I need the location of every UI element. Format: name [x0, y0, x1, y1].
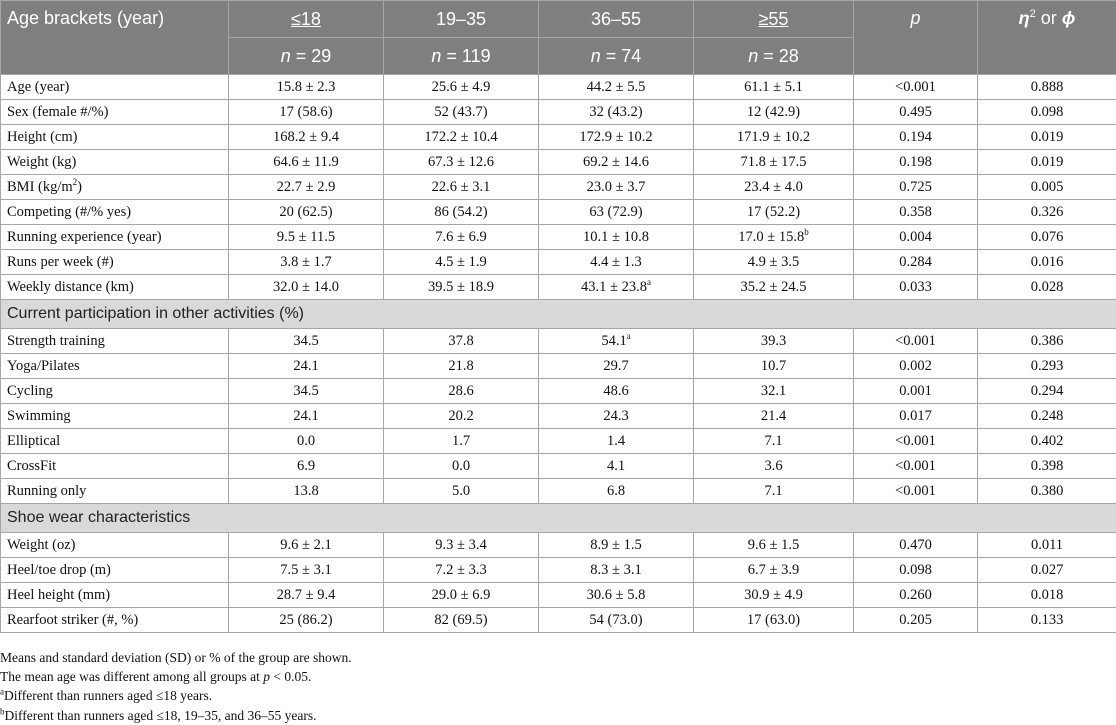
effect-size-cell: 0.028	[978, 275, 1116, 300]
table-cell: 86 (54.2)	[384, 200, 539, 225]
effect-size-cell: 0.398	[978, 454, 1116, 479]
table-cell: 67.3 ± 12.6	[384, 150, 539, 175]
table-cell: 17.0 ± 15.8$^b$	[694, 225, 854, 250]
header-row	[1, 1, 1116, 38]
row-label: Weight (oz)	[1, 533, 229, 558]
table-cell: 9.6 ± 2.1	[229, 533, 384, 558]
table-row	[1, 454, 1116, 479]
table-cell: 23.4 ± 4.0	[694, 175, 854, 200]
group-n: n = 28	[694, 38, 854, 75]
table-cell: 32.1	[694, 379, 854, 404]
note-line: The mean age was different among all groups at p < 0.05.	[0, 669, 312, 685]
row-label: Runs per week (#)	[1, 250, 229, 275]
group-n: n = 74	[539, 38, 694, 75]
table-cell: 34.5	[229, 379, 384, 404]
table-cell: 32.0 ± 14.0	[229, 275, 384, 300]
effect-size-cell: 0.380	[978, 479, 1116, 504]
table-cell: 168.2 ± 9.4	[229, 125, 384, 150]
effect-size-cell: 0.005	[978, 175, 1116, 200]
table-cell: 4.1	[539, 454, 694, 479]
table-cell: 30.9 ± 4.9	[694, 583, 854, 608]
effect-size-cell: 0.248	[978, 404, 1116, 429]
p-value-cell: 0.098	[854, 558, 978, 583]
table-cell: 17 (58.6)	[229, 100, 384, 125]
table-row	[1, 429, 1116, 454]
table-row	[1, 100, 1116, 125]
row-label: Heel height (mm)	[1, 583, 229, 608]
group-header: ≤18	[229, 1, 384, 38]
table-cell: 4.5 ± 1.9	[384, 250, 539, 275]
table-row	[1, 125, 1116, 150]
table-cell: 29.0 ± 6.9	[384, 583, 539, 608]
row-label: Age (year)	[1, 75, 229, 100]
table-cell: 44.2 ± 5.5	[539, 75, 694, 100]
row-label: Competing (#/% yes)	[1, 200, 229, 225]
p-value-cell: <0.001	[854, 454, 978, 479]
p-value-cell: 0.284	[854, 250, 978, 275]
note-line: $^a$Different than runners aged ≤18 years.	[0, 686, 213, 704]
table-row	[1, 404, 1116, 429]
table-cell: 28.7 ± 9.4	[229, 583, 384, 608]
p-value-cell: 0.260	[854, 583, 978, 608]
table-cell: 20 (62.5)	[229, 200, 384, 225]
table-cell: 52 (43.7)	[384, 100, 539, 125]
table-cell: 17 (52.2)	[694, 200, 854, 225]
effect-size-cell: 0.016	[978, 250, 1116, 275]
table-cell: 24.1	[229, 354, 384, 379]
table-cell: 7.1	[694, 479, 854, 504]
effect-size-cell: 0.011	[978, 533, 1116, 558]
row-label: Weekly distance (km)	[1, 275, 229, 300]
table-row	[1, 175, 1116, 200]
table-row	[1, 583, 1116, 608]
table-cell: 24.3	[539, 404, 694, 429]
table-cell: 7.5 ± 3.1	[229, 558, 384, 583]
note-line: Means and standard deviation (SD) or % of the group are shown.	[0, 650, 352, 665]
p-value-cell: <0.001	[854, 479, 978, 504]
table-row	[1, 608, 1116, 633]
table-cell: 6.9	[229, 454, 384, 479]
p-value-cell: 0.198	[854, 150, 978, 175]
table-cell: 7.6 ± 6.9	[384, 225, 539, 250]
table-cell: 172.2 ± 10.4	[384, 125, 539, 150]
p-value-cell: <0.001	[854, 329, 978, 354]
table-cell: 9.6 ± 1.5	[694, 533, 854, 558]
row-label: Sex (female #/%)	[1, 100, 229, 125]
table-cell: 0.0	[229, 429, 384, 454]
p-value-cell: <0.001	[854, 429, 978, 454]
table-cell: 6.7 ± 3.9	[694, 558, 854, 583]
section-row	[1, 504, 1116, 533]
table-cell: 34.5	[229, 329, 384, 354]
table-cell: 64.6 ± 11.9	[229, 150, 384, 175]
table-cell: 25 (86.2)	[229, 608, 384, 633]
table-cell: 43.1 ± 23.8$^a$	[539, 275, 694, 300]
row-label: Cycling	[1, 379, 229, 404]
p-value-cell: 0.033	[854, 275, 978, 300]
effect-size-cell: 0.326	[978, 200, 1116, 225]
table-cell: 32 (43.2)	[539, 100, 694, 125]
effect-size-cell: 0.386	[978, 329, 1116, 354]
p-value-cell: 0.001	[854, 379, 978, 404]
table-cell: 82 (69.5)	[384, 608, 539, 633]
table-cell: 4.9 ± 3.5	[694, 250, 854, 275]
table-row	[1, 250, 1116, 275]
p-value-cell: 0.194	[854, 125, 978, 150]
table-cell: 61.1 ± 5.1	[694, 75, 854, 100]
table-row	[1, 533, 1116, 558]
p-value-header: p	[854, 1, 978, 75]
note-line: $^b$Different than runners aged ≤18, 19–35, and 36–55 years.	[0, 706, 317, 723]
row-label: Running experience (year)	[1, 225, 229, 250]
effect-size-cell: 0.019	[978, 150, 1116, 175]
group-header: 36–55	[539, 1, 694, 38]
table-cell: 29.7	[539, 354, 694, 379]
p-value-cell: 0.725	[854, 175, 978, 200]
row-label: Strength training	[1, 329, 229, 354]
p-value-cell: 0.205	[854, 608, 978, 633]
row-label-header: Age brackets (year)	[1, 1, 229, 75]
table-cell: 0.0	[384, 454, 539, 479]
table-cell: 22.6 ± 3.1	[384, 175, 539, 200]
section-title: Shoe wear characteristics	[1, 504, 1116, 533]
table-cell: 37.8	[384, 329, 539, 354]
effect-size-cell: 0.402	[978, 429, 1116, 454]
effect-size-cell: 0.098	[978, 100, 1116, 125]
row-label: Running only	[1, 479, 229, 504]
section-title: Current participation in other activities (%)	[1, 300, 1116, 329]
table-row	[1, 379, 1116, 404]
table-cell: 48.6	[539, 379, 694, 404]
table-cell: 172.9 ± 10.2	[539, 125, 694, 150]
table-cell: 54.1$^a$	[539, 329, 694, 354]
table-row	[1, 75, 1116, 100]
p-value-cell: <0.001	[854, 75, 978, 100]
group-header: ≥55	[694, 1, 854, 38]
effect-size-cell: 0.076	[978, 225, 1116, 250]
effect-size-cell: 0.027	[978, 558, 1116, 583]
p-value-cell: 0.017	[854, 404, 978, 429]
table-cell: 54 (73.0)	[539, 608, 694, 633]
table-cell: 23.0 ± 3.7	[539, 175, 694, 200]
table-cell: 24.1	[229, 404, 384, 429]
table-row	[1, 225, 1116, 250]
p-value-cell: 0.470	[854, 533, 978, 558]
effect-size-cell: 0.133	[978, 608, 1116, 633]
table-cell: 7.1	[694, 429, 854, 454]
table-cell: 21.8	[384, 354, 539, 379]
table-cell: 21.4	[694, 404, 854, 429]
table-cell: 10.1 ± 10.8	[539, 225, 694, 250]
table-cell: 4.4 ± 1.3	[539, 250, 694, 275]
table-cell: 69.2 ± 14.6	[539, 150, 694, 175]
row-label: Weight (kg)	[1, 150, 229, 175]
effect-size-cell: 0.019	[978, 125, 1116, 150]
table-cell: 17 (63.0)	[694, 608, 854, 633]
row-label: CrossFit	[1, 454, 229, 479]
p-value-cell: 0.002	[854, 354, 978, 379]
effect-size-cell: 0.888	[978, 75, 1116, 100]
effect-size-cell: 0.294	[978, 379, 1116, 404]
row-label: Yoga/Pilates	[1, 354, 229, 379]
table-cell: 12 (42.9)	[694, 100, 854, 125]
effect-size-cell: 0.018	[978, 583, 1116, 608]
table-cell: 13.8	[229, 479, 384, 504]
table-cell: 1.4	[539, 429, 694, 454]
table-cell: 6.8	[539, 479, 694, 504]
table-cell: 20.2	[384, 404, 539, 429]
row-label: Swimming	[1, 404, 229, 429]
table-cell: 9.3 ± 3.4	[384, 533, 539, 558]
section-row	[1, 300, 1116, 329]
table-cell: 39.3	[694, 329, 854, 354]
table-cell: 3.8 ± 1.7	[229, 250, 384, 275]
table-cell: 35.2 ± 24.5	[694, 275, 854, 300]
table-cell: 15.8 ± 2.3	[229, 75, 384, 100]
table-row	[1, 329, 1116, 354]
effect-size-header: $\eta^2$ or ϕ	[978, 1, 1116, 75]
group-n: n = 29	[229, 38, 384, 75]
p-value-cell: 0.358	[854, 200, 978, 225]
row-label: Elliptical	[1, 429, 229, 454]
table-cell: 63 (72.9)	[539, 200, 694, 225]
table-cell: 25.6 ± 4.9	[384, 75, 539, 100]
row-label: Rearfoot striker (#, %)	[1, 608, 229, 633]
effect-size-cell: 0.293	[978, 354, 1116, 379]
table-cell: 22.7 ± 2.9	[229, 175, 384, 200]
table-cell: 7.2 ± 3.3	[384, 558, 539, 583]
p-value-cell: 0.004	[854, 225, 978, 250]
table-notes	[0, 648, 1116, 725]
table-row	[1, 150, 1116, 175]
row-label: Heel/toe drop (m)	[1, 558, 229, 583]
table-cell: 10.7	[694, 354, 854, 379]
table-cell: 3.6	[694, 454, 854, 479]
table-row	[1, 558, 1116, 583]
p-value-cell: 0.495	[854, 100, 978, 125]
table-cell: 1.7	[384, 429, 539, 454]
table-row	[1, 354, 1116, 379]
table-cell: 71.8 ± 17.5	[694, 150, 854, 175]
group-header: 19–35	[384, 1, 539, 38]
table-cell: 8.9 ± 1.5	[539, 533, 694, 558]
row-label: Height (cm)	[1, 125, 229, 150]
table-cell: 8.3 ± 3.1	[539, 558, 694, 583]
table-row	[1, 479, 1116, 504]
table-cell: 171.9 ± 10.2	[694, 125, 854, 150]
table-cell: 5.0	[384, 479, 539, 504]
group-n: n = 119	[384, 38, 539, 75]
table-row	[1, 200, 1116, 225]
row-label: BMI $(kg/m^2)$	[1, 175, 229, 200]
table-row	[1, 275, 1116, 300]
table-cell: 28.6	[384, 379, 539, 404]
table-cell: 9.5 ± 11.5	[229, 225, 384, 250]
table-cell: 30.6 ± 5.8	[539, 583, 694, 608]
table-cell: 39.5 ± 18.9	[384, 275, 539, 300]
